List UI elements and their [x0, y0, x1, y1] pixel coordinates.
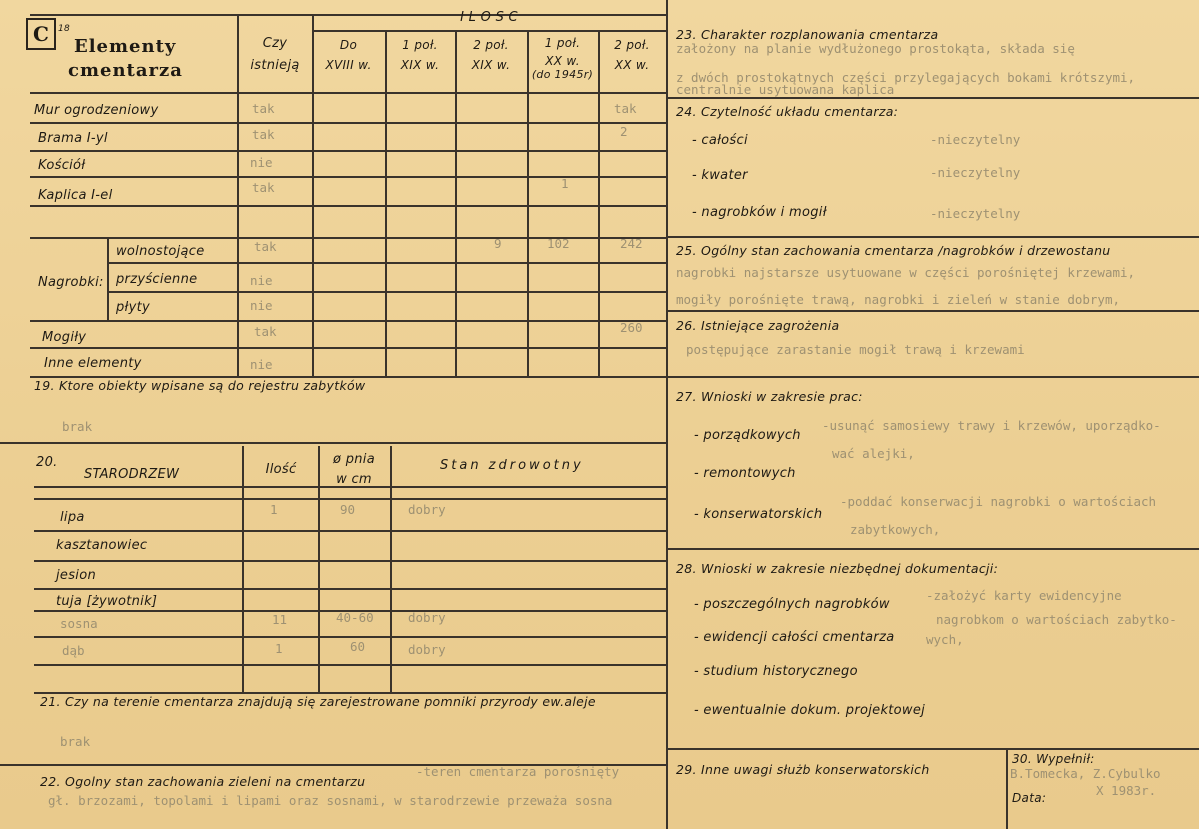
q28-item-label: - studium historycznego [694, 664, 858, 679]
graves-freestanding-p3: 9 [494, 236, 502, 251]
tree-row-diam: 90 [340, 502, 356, 517]
q24-label: 24. Czytelność układu cmentarza: [676, 104, 899, 119]
tree-row-count: 1 [275, 641, 283, 656]
q27-item-answer-1: -usunąć samosiewy trawy i krzewów, uporządko- [822, 418, 1161, 433]
grid-line [668, 748, 1199, 750]
q23-answer-1: założony na planie wydłużonego prostokąta, składa się [676, 41, 1075, 56]
tree-row-diam: 40-60 [336, 610, 374, 625]
q24-item-label: - nagrobków i mogił [692, 205, 827, 220]
grid-line [385, 30, 387, 376]
row-chapel-exists: tak [252, 180, 275, 195]
period-5-l2: XX w. [614, 58, 650, 72]
q20-number: 20. [36, 455, 58, 470]
q28-item-label: - ewidencji całości cmentarza [694, 630, 895, 645]
period-1-l1: Do [339, 38, 358, 52]
q25-label: 25. Ogólny stan zachowania cmentarza /nagrobków i drzewostanu [676, 243, 1111, 258]
period-3-l2: XIX w. [471, 58, 511, 72]
row-mounds-exists: tak [254, 324, 277, 339]
grid-line [668, 376, 1199, 378]
grid-line [668, 97, 1199, 99]
q27-item-answer-2: wać alejki, [832, 446, 915, 461]
q20-diam-header-2: w cm [336, 472, 372, 487]
q30-date-label: Data: [1012, 791, 1047, 805]
grid-line [34, 588, 666, 590]
graves-freestanding-exists: tak [254, 239, 277, 254]
q27-item-label: - remontowych [694, 466, 796, 481]
period-2-l1: 1 poł. [402, 38, 438, 52]
grid-line [598, 30, 600, 376]
row-chapel-p4: 1 [561, 176, 569, 191]
q25-answer-1: nagrobki najstarsze usytuowane w części porośniętej krzewami, [676, 265, 1136, 280]
quantity-header: I L O S C [460, 10, 518, 25]
q28-label: 28. Wnioski w zakresie niezbędnej dokumentacji: [676, 561, 999, 576]
title-line1: Elementy [74, 36, 177, 57]
q20-count-header: Ilość [265, 462, 297, 477]
grid-line [30, 347, 666, 349]
graves-freestanding-p4: 102 [547, 236, 570, 251]
tree-row-species: sosna [60, 616, 98, 631]
q29-label: 29. Inne uwagi służb konserwatorskich [676, 762, 930, 777]
q21-answer: brak [60, 734, 91, 749]
q24-item-value: -nieczytelny [930, 132, 1021, 147]
row-wall-p5: tak [614, 101, 637, 116]
q27-label: 27. Wnioski w zakresie prac: [676, 389, 863, 404]
row-label-other: Inne elementy [44, 356, 142, 371]
row-gate-p5: 2 [620, 124, 628, 139]
q22-answer-2: gł. brzozami, topolami i lipami oraz sosnami, w starodrzewie przeważa sosna [48, 793, 613, 808]
q21-label: 21. Czy na terenie cmentarza znajdują się zarejestrowane pomniki przyrody ew.aleje [40, 694, 596, 709]
q30-filled-by: B.Tomecka, Z.Cybulko [1010, 766, 1161, 781]
grid-line [1006, 748, 1008, 829]
q19-answer: brak [62, 419, 93, 434]
q30-date: X 1983r. [1096, 783, 1157, 798]
period-5-l1: 2 poł. [614, 38, 650, 52]
q23-answer-2: z dwóch prostokątnych części przylegających bokami krótszymi, [676, 70, 1136, 85]
graves-wall-label: przyścienne [116, 272, 198, 287]
title-line2: cmentarza [68, 60, 183, 81]
grid-line [30, 150, 666, 152]
q28-item-answer-3: wych, [926, 632, 964, 647]
period-3-l1: 2 poł. [473, 38, 509, 52]
grid-line [0, 442, 666, 444]
q26-answer: postępujące zarastanie mogił trawą i krzewami [686, 342, 1025, 357]
grid-line [390, 446, 392, 692]
q24-item-value: -nieczytelny [930, 165, 1021, 180]
grid-line [34, 498, 666, 500]
grid-line [30, 205, 666, 207]
row-wall-exists: tak [252, 101, 275, 116]
period-2-l2: XIX w. [400, 58, 440, 72]
grid-line [30, 92, 666, 94]
row-label-chapel: Kaplica I-el [38, 188, 113, 203]
grid-line [455, 30, 457, 376]
q25-answer-2: mogiły porośnięte trawą, nagrobki i zieleń w stanie dobrym, [676, 292, 1121, 307]
grid-line [107, 238, 109, 320]
tree-row-state: dobry [408, 610, 446, 625]
q24-item-value: -nieczytelny [930, 206, 1021, 221]
q20-species-header: STARODRZEW [84, 467, 180, 482]
row-mounds-p5: 260 [620, 320, 643, 335]
tree-row-diam: 60 [350, 639, 366, 654]
tree-row-state: dobry [408, 642, 446, 657]
tree-row-species: jesion [56, 568, 96, 583]
q28-item-answer-2: nagrobkom o wartościach zabytko- [936, 612, 1177, 627]
grid-line [312, 30, 666, 32]
grid-line [668, 548, 1199, 550]
q28-item-answer-1: -założyć karty ewidencyjne [926, 588, 1122, 603]
q27-item-label: - porządkowych [694, 428, 801, 443]
row-label-church: Kościół [38, 158, 86, 173]
grid-line [107, 262, 666, 264]
grid-line [30, 237, 666, 239]
grid-line [30, 320, 666, 322]
card-letter-box: C [26, 18, 56, 50]
row-church-exists: nie [250, 155, 273, 170]
q27-item-label: - konserwatorskich [694, 507, 823, 522]
exists-header-1: Czy [262, 36, 288, 51]
tree-row-species: dąb [62, 643, 85, 658]
row-other-exists: nie [250, 357, 273, 372]
q23-answer-3: centralnie usytuowana kaplica [676, 82, 895, 97]
q27-item-answer-1: -poddać konserwacji nagrobki o wartościach [840, 494, 1157, 509]
row-label-wall: Mur ogrodzeniowy [34, 103, 159, 118]
exists-header-2: istnieją [250, 58, 300, 73]
row-gate-exists: tak [252, 127, 275, 142]
tree-row-count: 11 [272, 612, 288, 627]
grid-line [34, 636, 666, 638]
q28-item-label: - poszczególnych nagrobków [694, 597, 890, 612]
row-label-gate: Brama I-yl [38, 131, 108, 146]
grid-line [668, 236, 1199, 238]
graves-group-label: Nagrobki: [38, 275, 104, 290]
grid-line [527, 30, 529, 376]
graves-freestanding-p5: 242 [620, 236, 643, 251]
card-number: 18 [58, 24, 71, 34]
period-4-l2: XX w. [545, 54, 580, 68]
graves-slab-exists: nie [250, 298, 273, 313]
graves-freestanding-label: wolnostojące [116, 244, 205, 259]
q24-item-label: - całości [692, 133, 748, 148]
grid-line [668, 310, 1199, 312]
q30-label: 30. Wypełnił: [1012, 752, 1095, 766]
grid-line [107, 291, 666, 293]
tree-row-species: lipa [60, 510, 85, 525]
grid-line [30, 122, 666, 124]
grid-line [242, 446, 244, 692]
period-1-l2: XVIII w. [325, 58, 372, 72]
center-divider [666, 0, 668, 829]
graves-wall-exists: nie [250, 273, 273, 288]
grid-line [34, 530, 666, 532]
period-4-l1: 1 poł. [544, 36, 581, 50]
q20-state-header: Stan zdrowotny [440, 458, 584, 473]
tree-row-count: 1 [270, 502, 278, 517]
grid-line [237, 14, 239, 376]
tree-row-state: dobry [408, 502, 446, 517]
q24-item-label: - kwater [692, 168, 748, 183]
q28-item-label: - ewentualnie dokum. projektowej [694, 703, 926, 718]
graves-slab-label: płyty [116, 300, 150, 315]
q22-answer-1: -teren cmentarza porośnięty [416, 764, 620, 779]
grid-line [30, 176, 666, 178]
q23-label: 23. Charakter rozplanowania cmentarza [676, 27, 939, 42]
q22-label: 22. Ogolny stan zachowania zieleni na cmentarzu [40, 774, 366, 789]
q19-label: 19. Ktore obiekty wpisane są do rejestru zabytków [34, 378, 366, 393]
grid-line [34, 560, 666, 562]
q27-item-answer-2: zabytkowych, [850, 522, 941, 537]
period-4-l3: (do 1945r) [531, 68, 594, 81]
tree-row-species: tuja [żywotnik] [56, 594, 158, 609]
q26-label: 26. Istniejące zagrożenia [676, 318, 840, 333]
tree-row-species: kasztanowiec [56, 538, 148, 553]
row-label-mounds: Mogiły [42, 330, 87, 345]
grid-line [34, 664, 666, 666]
q20-diam-header-1: ø pnia [333, 452, 375, 467]
